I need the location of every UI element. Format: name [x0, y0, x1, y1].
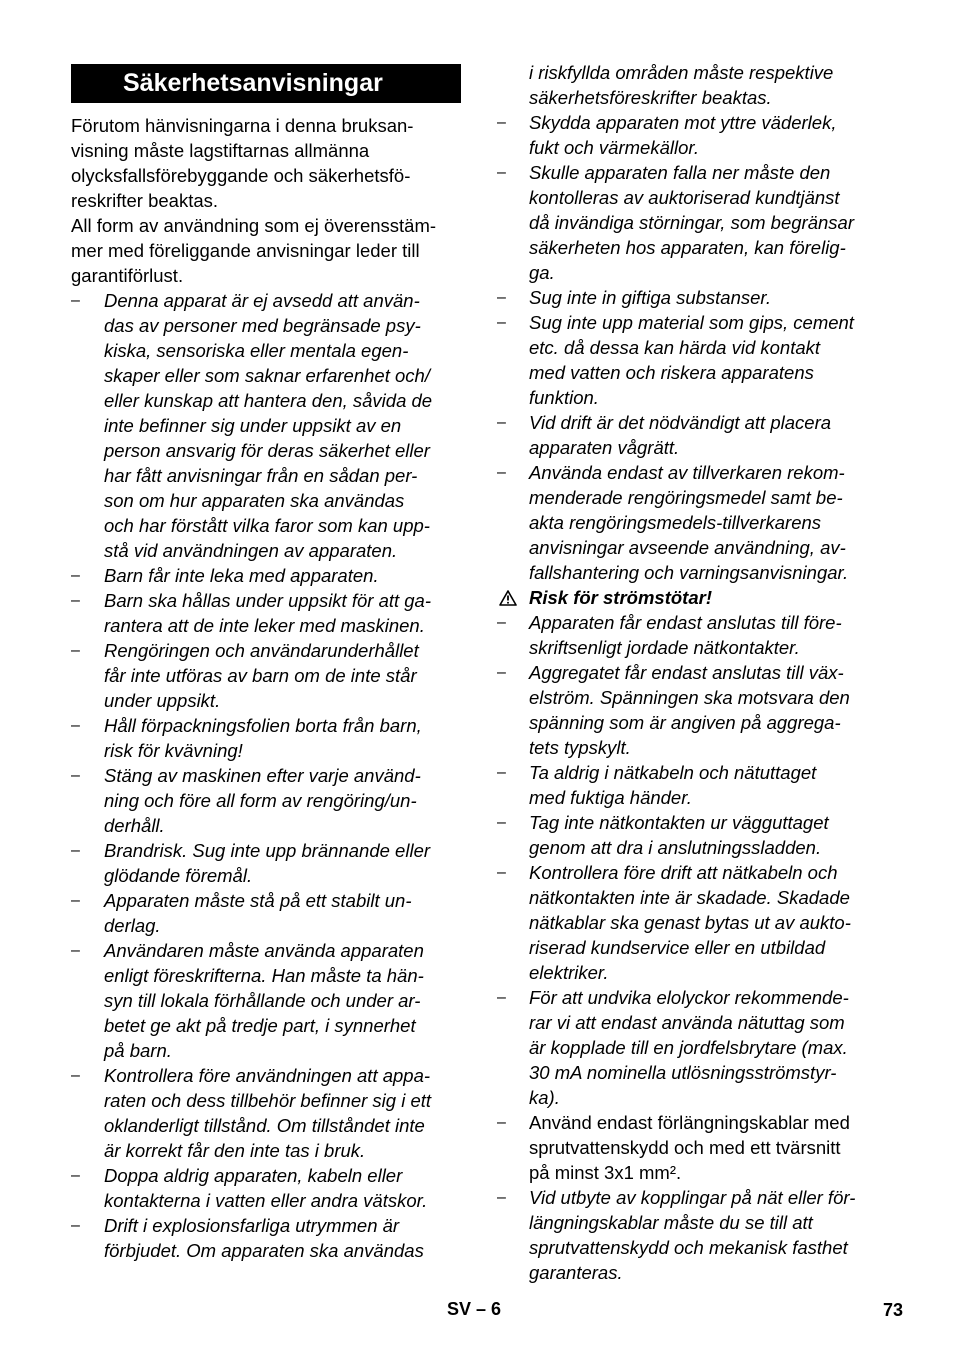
- text-line: Doppa aldrig apparaten, kabeln eller: [104, 1165, 403, 1186]
- text-line: anvisningar avseende användning, av-: [529, 537, 846, 558]
- text-line: kontakterna i vatten eller andra vätskor.: [104, 1190, 428, 1211]
- text-line: Brandrisk. Sug inte upp brännande eller: [104, 840, 431, 861]
- text-line: 30 mA nominella utlösningsströmstyr-: [529, 1062, 837, 1083]
- list-item: [71, 938, 461, 1063]
- text-line: genom att dra i anslutningssladden.: [529, 837, 822, 858]
- text-line: För att undvika elolyckor rekommende-: [529, 987, 849, 1008]
- text-line: på barn.: [104, 1040, 172, 1061]
- list-item: [497, 410, 889, 460]
- text-line: visning måste lagstiftarnas allmänna: [71, 140, 370, 161]
- list-dash: –: [497, 464, 506, 481]
- list-dash: –: [71, 592, 80, 609]
- list-item-continuation: [497, 60, 889, 110]
- list-item: [497, 985, 889, 1110]
- text-line: och har förstått vilka faror som kan upp-: [104, 515, 430, 536]
- text-line: raten och dess tillbehör befinner sig i ett: [104, 1090, 432, 1111]
- electric-shock-warning: [497, 585, 889, 610]
- text-line: rar vi att endast använda nätuttag som: [529, 1012, 845, 1033]
- list-item: [497, 860, 889, 985]
- list-dash: –: [497, 1189, 506, 1206]
- list-item: [71, 888, 461, 938]
- text-line: Kontrollera före drift att nätkabeln och: [529, 862, 838, 883]
- text-line: har fått anvisningar från en sådan per-: [104, 465, 418, 486]
- text-line: kiska, sensoriska eller mentala egen-: [104, 340, 409, 361]
- text-line: Barn ska hållas under uppsikt för att ga-: [104, 590, 432, 611]
- text-line: fukt och värmekällor.: [529, 137, 699, 158]
- list-dash: –: [71, 1217, 80, 1234]
- text-line: elektriker.: [529, 962, 609, 983]
- text-line: Använda endast av tillverkaren rekom-: [529, 462, 845, 483]
- list-dash: –: [497, 414, 506, 431]
- text-line: Rengöringen och användarunderhållet: [104, 640, 419, 661]
- text-line: betet ge akt på tredje part, i synnerhet: [104, 1015, 416, 1036]
- list-dash: –: [497, 289, 506, 306]
- text-line: under uppsikt.: [104, 690, 221, 711]
- list-dash: –: [497, 764, 506, 781]
- list-dash: –: [71, 767, 80, 784]
- list-dash: –: [497, 614, 506, 631]
- text-line: risk för kvävning!: [104, 740, 243, 761]
- text-line: derhåll.: [104, 815, 165, 836]
- text-line: skriftsenligt jordade nätkontakter.: [529, 637, 800, 658]
- warning-title: Risk för strömstötar!: [529, 587, 712, 608]
- text-line: das av personer med begränsade psy-: [104, 315, 421, 336]
- right-column: [497, 60, 889, 1285]
- text-line: nätkablar ska genast bytas ut av aukto-: [529, 912, 851, 933]
- safety-list-right: [497, 110, 889, 585]
- text-line: garanteras.: [529, 1262, 623, 1283]
- text-line: akta rengöringsmedels-tillverkarens: [529, 512, 822, 533]
- text-line: person ansvarig för deras säkerhet eller: [104, 440, 430, 461]
- list-item: [71, 713, 461, 763]
- text-line: derlag.: [104, 915, 161, 936]
- text-line: Skulle apparaten falla ner måste den: [529, 162, 831, 183]
- text-line: får inte utföras av barn om de inte står: [104, 665, 417, 686]
- text-line: längningskablar måste du se till att: [529, 1212, 813, 1233]
- text-line: Skydda apparaten mot yttre väderlek,: [529, 112, 837, 133]
- list-dash: –: [71, 292, 80, 309]
- section-heading: Säkerhetsanvisningar: [71, 64, 461, 103]
- list-item: [71, 1063, 461, 1163]
- text-line: Användaren måste använda apparaten: [104, 940, 424, 961]
- text-line: sprutvattenskydd och med ett tvärsnitt: [529, 1137, 841, 1158]
- text-line: rantera att de inte leker med maskinen.: [104, 615, 425, 636]
- text-line: nätkontakten inte är skadade. Skadade: [529, 887, 850, 908]
- list-item: [497, 610, 889, 660]
- footer-page-number: 73: [883, 1300, 904, 1320]
- text-line: i riskfyllda områden måste respektive: [529, 62, 834, 83]
- list-dash: –: [71, 1067, 80, 1084]
- list-dash: –: [497, 314, 506, 331]
- list-dash: –: [497, 664, 506, 681]
- list-dash: –: [71, 942, 80, 959]
- text-line: Håll förpackningsfolien borta från barn,: [104, 715, 422, 736]
- text-line: enligt föreskrifterna. Han måste ta hän-: [104, 965, 424, 986]
- text-line: garantiförlust.: [71, 265, 184, 286]
- text-line: förbjudet. Om apparaten ska användas: [104, 1240, 424, 1261]
- list-item: [497, 310, 889, 410]
- list-dash: –: [497, 164, 506, 181]
- text-line: Barn får inte leka med apparaten.: [104, 565, 379, 586]
- list-dash: –: [71, 717, 80, 734]
- text-line: säkerheten hos apparaten, kan förelig-: [529, 237, 846, 258]
- text-line: Sug inte upp material som gips, cement: [529, 312, 854, 333]
- text-line: Stäng av maskinen efter varje använd-: [104, 765, 421, 786]
- text-line: då invändiga störningar, som begränsar: [529, 212, 854, 233]
- text-line: riserad kundservice eller en utbildad: [529, 937, 826, 958]
- text-line: syn till lokala förhållande och under ar-: [104, 990, 421, 1011]
- text-line: ning och före all form av rengöring/un-: [104, 790, 417, 811]
- list-item: [497, 760, 889, 810]
- text-line: kontolleras av auktoriserad kundtjänst: [529, 187, 840, 208]
- text-line: Vid drift är det nödvändigt att placera: [529, 412, 832, 433]
- left-column: [71, 60, 461, 1263]
- text-line: stå vid användningen av apparaten.: [104, 540, 398, 561]
- list-dash: –: [71, 842, 80, 859]
- text-line: Använd endast förlängningskablar med: [529, 1112, 850, 1133]
- text-line: inte befinner sig under uppsikt av en: [104, 415, 402, 436]
- list-dash: –: [71, 1167, 80, 1184]
- list-item: [497, 1185, 889, 1285]
- text-line: son om hur apparaten ska användas: [104, 490, 405, 511]
- list-item: [71, 638, 461, 713]
- list-item: [497, 810, 889, 860]
- list-dash: –: [497, 989, 506, 1006]
- text-line: Förutom hänvisningarna i denna bruksan-: [71, 115, 414, 136]
- list-item: [71, 563, 461, 588]
- list-item: [497, 1110, 889, 1185]
- list-item: [497, 660, 889, 760]
- text-line: olycksfallsförebyggande och säkerhetsfö-: [71, 165, 411, 186]
- list-dash: –: [497, 114, 506, 131]
- text-line: Drift i explosionsfarliga utrymmen är: [104, 1215, 400, 1236]
- text-line: mer med föreliggande anvisningar leder till: [71, 240, 420, 261]
- list-item: [71, 588, 461, 638]
- text-line: Tag inte nätkontakten ur vägguttaget: [529, 812, 829, 833]
- list-item: [71, 288, 461, 563]
- text-line: reskrifter beaktas.: [71, 190, 219, 211]
- list-item: [497, 110, 889, 160]
- list-item: [71, 1163, 461, 1213]
- text-line: sprutvattenskydd och mekanisk fasthet: [529, 1237, 848, 1258]
- intro-paragraph-1: [71, 113, 461, 213]
- text-line: Apparaten får endast anslutas till före-: [529, 612, 842, 633]
- text-line: Ta aldrig i nätkabeln och nätuttaget: [529, 762, 817, 783]
- text-line: elström. Spänningen ska motsvara den: [529, 687, 850, 708]
- text-line: ka).: [529, 1087, 560, 1108]
- list-item: [497, 160, 889, 285]
- list-dash: –: [71, 892, 80, 909]
- list-dash: –: [497, 814, 506, 831]
- electrical-safety-list: [497, 610, 889, 1110]
- text-line: med fuktiga händer.: [529, 787, 692, 808]
- text-line: fallshantering och varningsanvisningar.: [529, 562, 849, 583]
- text-line: Sug inte in giftiga substanser.: [529, 287, 772, 308]
- list-item: [71, 763, 461, 838]
- safety-list-left: [71, 288, 461, 1263]
- list-dash: –: [71, 642, 80, 659]
- warning-triangle-icon: [499, 590, 517, 606]
- text-line: Denna apparat är ej avsedd att använ-: [104, 290, 420, 311]
- text-line: Kontrollera före användningen att appa-: [104, 1065, 431, 1086]
- intro-paragraph-2: [71, 213, 461, 288]
- list-dash: –: [497, 1114, 506, 1131]
- text-line: säkerhetsföreskrifter beaktas.: [529, 87, 772, 108]
- text-line: menderade rengöringsmedel samt be-: [529, 487, 843, 508]
- list-item: [497, 285, 889, 310]
- text-line: ga.: [529, 262, 555, 283]
- list-item: [71, 1213, 461, 1263]
- text-line: skaper eller som saknar erfarenhet och/: [104, 365, 430, 386]
- list-dash: –: [71, 567, 80, 584]
- list-dash: –: [497, 864, 506, 881]
- text-line: på minst 3x1 mm².: [529, 1162, 682, 1183]
- text-line: oklanderligt tillstånd. Om tillståndet inte: [104, 1115, 425, 1136]
- text-line: etc. då dessa kan härda vid kontakt: [529, 337, 821, 358]
- text-line: spänning som är angiven på aggrega-: [529, 712, 841, 733]
- text-line: tets typskylt.: [529, 737, 631, 758]
- text-line: med vatten och riskera apparatens: [529, 362, 814, 383]
- text-line: eller kunskap att hantera den, såvida de: [104, 390, 433, 411]
- text-line: apparaten vågrätt.: [529, 437, 680, 458]
- text-line: Aggregatet får endast anslutas till väx-: [529, 662, 844, 683]
- list-item: [497, 460, 889, 585]
- text-line: Apparaten måste stå på ett stabilt un-: [104, 890, 412, 911]
- text-line: är kopplade till en jordfelsbrytare (max.: [529, 1037, 848, 1058]
- text-line: funktion.: [529, 387, 599, 408]
- text-line: Vid utbyte av kopplingar på nät eller för-: [529, 1187, 856, 1208]
- text-line: är korrekt får den inte tas i bruk.: [104, 1140, 366, 1161]
- text-line: glödande föremål.: [104, 865, 253, 886]
- footer-language-page: SV – 6: [447, 1299, 502, 1319]
- list-item: [71, 838, 461, 888]
- text-line: All form av användning som ej överensstäm-: [71, 215, 437, 236]
